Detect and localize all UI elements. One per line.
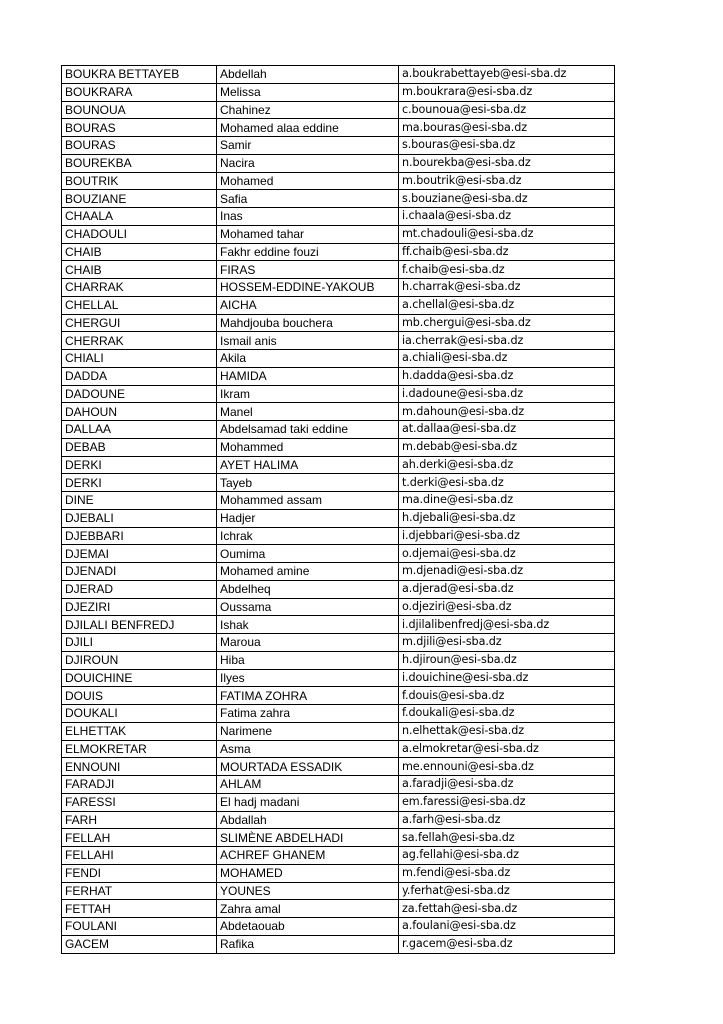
first-name-cell: Mohammed <box>217 438 399 456</box>
email-cell: h.djebali@esi-sba.dz <box>399 509 615 527</box>
table-row <box>62 563 615 581</box>
last-name-cell: BOUNOUA <box>62 101 217 119</box>
last-name-cell: BOURAS <box>62 119 217 137</box>
email-cell: h.djiroun@esi-sba.dz <box>399 651 615 669</box>
table-row <box>62 119 615 137</box>
email-cell: i.djilalibenfredj@esi-sba.dz <box>399 616 615 634</box>
table-row <box>62 296 615 314</box>
table-row <box>62 456 615 474</box>
last-name-cell: CHERRAK <box>62 332 217 350</box>
table-row <box>62 350 615 368</box>
first-name-cell: Abdelsamad taki eddine <box>217 421 399 439</box>
last-name-cell: BOUZIANE <box>62 190 217 208</box>
table-row <box>62 66 615 84</box>
table-row <box>62 616 615 634</box>
last-name-cell: FARADJI <box>62 776 217 794</box>
last-name-cell: BOUKRA BETTAYEB <box>62 66 217 84</box>
first-name-cell: HOSSEM-EDDINE-YAKOUB <box>217 279 399 297</box>
last-name-cell: DJEBALI <box>62 509 217 527</box>
table-row <box>62 882 615 900</box>
table-row <box>62 651 615 669</box>
last-name-cell: DADOUNE <box>62 385 217 403</box>
table-row <box>62 438 615 456</box>
email-cell: s.bouziane@esi-sba.dz <box>399 190 615 208</box>
last-name-cell: DOUKALI <box>62 705 217 723</box>
last-name-cell: DJEZIRI <box>62 598 217 616</box>
email-cell: ia.cherrak@esi-sba.dz <box>399 332 615 350</box>
email-cell: a.farh@esi-sba.dz <box>399 811 615 829</box>
table-row <box>62 474 615 492</box>
last-name-cell: FOULANI <box>62 918 217 936</box>
table-row <box>62 137 615 155</box>
table-row <box>62 793 615 811</box>
table-row <box>62 918 615 936</box>
first-name-cell: Nacira <box>217 154 399 172</box>
last-name-cell: BOUKRARA <box>62 83 217 101</box>
first-name-cell: Mohammed assam <box>217 492 399 510</box>
last-name-cell: CHAALA <box>62 208 217 226</box>
email-cell: m.debab@esi-sba.dz <box>399 438 615 456</box>
student-list-sheet <box>61 65 614 954</box>
email-cell: em.faressi@esi-sba.dz <box>399 793 615 811</box>
first-name-cell: Akila <box>217 350 399 368</box>
email-cell: o.djemai@esi-sba.dz <box>399 545 615 563</box>
last-name-cell: DOUIS <box>62 687 217 705</box>
last-name-cell: CHELLAL <box>62 296 217 314</box>
table-row <box>62 776 615 794</box>
last-name-cell: DJEBBARI <box>62 527 217 545</box>
first-name-cell: MOHAMED <box>217 864 399 882</box>
first-name-cell: Safia <box>217 190 399 208</box>
last-name-cell: CHERGUI <box>62 314 217 332</box>
last-name-cell: BOUREKBA <box>62 154 217 172</box>
first-name-cell: Mohamed amine <box>217 563 399 581</box>
email-cell: ma.bouras@esi-sba.dz <box>399 119 615 137</box>
table-row <box>62 208 615 226</box>
table-row <box>62 598 615 616</box>
email-cell: mt.chadouli@esi-sba.dz <box>399 225 615 243</box>
table-row <box>62 225 615 243</box>
first-name-cell: Inas <box>217 208 399 226</box>
last-name-cell: CHAIB <box>62 261 217 279</box>
table-row <box>62 190 615 208</box>
table-row <box>62 385 615 403</box>
first-name-cell: Melissa <box>217 83 399 101</box>
last-name-cell: ELMOKRETAR <box>62 740 217 758</box>
email-cell: a.chellal@esi-sba.dz <box>399 296 615 314</box>
table-row <box>62 527 615 545</box>
last-name-cell: ENNOUNI <box>62 758 217 776</box>
first-name-cell: Manel <box>217 403 399 421</box>
email-cell: i.chaala@esi-sba.dz <box>399 208 615 226</box>
last-name-cell: ELHETTAK <box>62 722 217 740</box>
first-name-cell: Fakhr eddine fouzi <box>217 243 399 261</box>
email-cell: f.douis@esi-sba.dz <box>399 687 615 705</box>
last-name-cell: DINE <box>62 492 217 510</box>
first-name-cell: FIRAS <box>217 261 399 279</box>
table-row <box>62 367 615 385</box>
table-row <box>62 935 615 953</box>
first-name-cell: AYET HALIMA <box>217 456 399 474</box>
last-name-cell: CHAIB <box>62 243 217 261</box>
first-name-cell: Abdallah <box>217 811 399 829</box>
first-name-cell: El hadj madani <box>217 793 399 811</box>
table-row <box>62 687 615 705</box>
email-cell: f.doukali@esi-sba.dz <box>399 705 615 723</box>
first-name-cell: Mohamed <box>217 172 399 190</box>
first-name-cell: Zahra amal <box>217 900 399 918</box>
first-name-cell: Abdetaouab <box>217 918 399 936</box>
table-row <box>62 634 615 652</box>
email-cell: i.douichine@esi-sba.dz <box>399 669 615 687</box>
email-cell: me.ennouni@esi-sba.dz <box>399 758 615 776</box>
table-row <box>62 314 615 332</box>
last-name-cell: FARH <box>62 811 217 829</box>
first-name-cell: Narimene <box>217 722 399 740</box>
last-name-cell: DJENADI <box>62 563 217 581</box>
first-name-cell: AHLAM <box>217 776 399 794</box>
table-row <box>62 261 615 279</box>
last-name-cell: CHIALI <box>62 350 217 368</box>
table-row <box>62 829 615 847</box>
first-name-cell: Ismail anis <box>217 332 399 350</box>
first-name-cell: Ishak <box>217 616 399 634</box>
table-row <box>62 172 615 190</box>
table-row <box>62 847 615 865</box>
last-name-cell: DALLAA <box>62 421 217 439</box>
first-name-cell: Fatima zahra <box>217 705 399 723</box>
last-name-cell: FELLAH <box>62 829 217 847</box>
table-row <box>62 101 615 119</box>
first-name-cell: Oumima <box>217 545 399 563</box>
email-cell: r.gacem@esi-sba.dz <box>399 935 615 953</box>
table-row <box>62 580 615 598</box>
email-cell: m.djili@esi-sba.dz <box>399 634 615 652</box>
email-cell: t.derki@esi-sba.dz <box>399 474 615 492</box>
table-row <box>62 279 615 297</box>
first-name-cell: Rafika <box>217 935 399 953</box>
email-cell: i.djebbari@esi-sba.dz <box>399 527 615 545</box>
email-cell: m.boukrara@esi-sba.dz <box>399 83 615 101</box>
email-cell: y.ferhat@esi-sba.dz <box>399 882 615 900</box>
email-cell: ag.fellahi@esi-sba.dz <box>399 847 615 865</box>
email-cell: f.chaib@esi-sba.dz <box>399 261 615 279</box>
last-name-cell: DADDA <box>62 367 217 385</box>
first-name-cell: FATIMA ZOHRA <box>217 687 399 705</box>
last-name-cell: DJEMAI <box>62 545 217 563</box>
email-cell: a.djerad@esi-sba.dz <box>399 580 615 598</box>
last-name-cell: FENDI <box>62 864 217 882</box>
last-name-cell: DERKI <box>62 456 217 474</box>
table-row <box>62 154 615 172</box>
first-name-cell: AICHA <box>217 296 399 314</box>
last-name-cell: CHADOULI <box>62 225 217 243</box>
last-name-cell: FARESSI <box>62 793 217 811</box>
first-name-cell: HAMIDA <box>217 367 399 385</box>
last-name-cell: BOURAS <box>62 137 217 155</box>
first-name-cell: Samir <box>217 137 399 155</box>
first-name-cell: Hiba <box>217 651 399 669</box>
email-cell: sa.fellah@esi-sba.dz <box>399 829 615 847</box>
email-cell: ma.dine@esi-sba.dz <box>399 492 615 510</box>
email-cell: za.fettah@esi-sba.dz <box>399 900 615 918</box>
email-cell: s.bouras@esi-sba.dz <box>399 137 615 155</box>
last-name-cell: FETTAH <box>62 900 217 918</box>
last-name-cell: DJIROUN <box>62 651 217 669</box>
last-name-cell: BOUTRIK <box>62 172 217 190</box>
email-cell: c.bounoua@esi-sba.dz <box>399 101 615 119</box>
first-name-cell: Ichrak <box>217 527 399 545</box>
first-name-cell: Hadjer <box>217 509 399 527</box>
table-row <box>62 722 615 740</box>
email-cell: at.dallaa@esi-sba.dz <box>399 421 615 439</box>
last-name-cell: GACEM <box>62 935 217 953</box>
first-name-cell: MOURTADA ESSADIK <box>217 758 399 776</box>
email-cell: ff.chaib@esi-sba.dz <box>399 243 615 261</box>
table-row <box>62 509 615 527</box>
table-row <box>62 421 615 439</box>
student-table <box>61 65 615 954</box>
table-row <box>62 705 615 723</box>
first-name-cell: Oussama <box>217 598 399 616</box>
email-cell: m.djenadi@esi-sba.dz <box>399 563 615 581</box>
email-cell: h.dadda@esi-sba.dz <box>399 367 615 385</box>
last-name-cell: DOUICHINE <box>62 669 217 687</box>
last-name-cell: DJILALI BENFREDJ <box>62 616 217 634</box>
table-row <box>62 243 615 261</box>
table-row <box>62 900 615 918</box>
table-row <box>62 403 615 421</box>
last-name-cell: DJERAD <box>62 580 217 598</box>
first-name-cell: ACHREF GHANEM <box>217 847 399 865</box>
table-row <box>62 864 615 882</box>
table-row <box>62 758 615 776</box>
first-name-cell: Abdelheq <box>217 580 399 598</box>
email-cell: n.elhettak@esi-sba.dz <box>399 722 615 740</box>
table-row <box>62 740 615 758</box>
email-cell: ah.derki@esi-sba.dz <box>399 456 615 474</box>
first-name-cell: SLIMÈNE ABDELHADI <box>217 829 399 847</box>
email-cell: n.bourekba@esi-sba.dz <box>399 154 615 172</box>
email-cell: m.dahoun@esi-sba.dz <box>399 403 615 421</box>
first-name-cell: Maroua <box>217 634 399 652</box>
first-name-cell: Ilyes <box>217 669 399 687</box>
first-name-cell: Tayeb <box>217 474 399 492</box>
first-name-cell: Mohamed tahar <box>217 225 399 243</box>
email-cell: a.faradji@esi-sba.dz <box>399 776 615 794</box>
first-name-cell: Asma <box>217 740 399 758</box>
student-table-body <box>62 66 615 954</box>
last-name-cell: DERKI <box>62 474 217 492</box>
email-cell: a.foulani@esi-sba.dz <box>399 918 615 936</box>
email-cell: m.fendi@esi-sba.dz <box>399 864 615 882</box>
table-row <box>62 669 615 687</box>
last-name-cell: DJILI <box>62 634 217 652</box>
email-cell: mb.chergui@esi-sba.dz <box>399 314 615 332</box>
table-row <box>62 492 615 510</box>
table-row <box>62 83 615 101</box>
last-name-cell: FELLAHI <box>62 847 217 865</box>
last-name-cell: CHARRAK <box>62 279 217 297</box>
table-row <box>62 545 615 563</box>
email-cell: h.charrak@esi-sba.dz <box>399 279 615 297</box>
last-name-cell: FERHAT <box>62 882 217 900</box>
email-cell: m.boutrik@esi-sba.dz <box>399 172 615 190</box>
email-cell: a.chiali@esi-sba.dz <box>399 350 615 368</box>
first-name-cell: Ikram <box>217 385 399 403</box>
first-name-cell: Mohamed alaa eddine <box>217 119 399 137</box>
email-cell: a.boukrabettayeb@esi-sba.dz <box>399 66 615 84</box>
last-name-cell: DAHOUN <box>62 403 217 421</box>
table-row <box>62 332 615 350</box>
email-cell: i.dadoune@esi-sba.dz <box>399 385 615 403</box>
email-cell: o.djeziri@esi-sba.dz <box>399 598 615 616</box>
last-name-cell: DEBAB <box>62 438 217 456</box>
first-name-cell: YOUNES <box>217 882 399 900</box>
first-name-cell: Abdellah <box>217 66 399 84</box>
first-name-cell: Mahdjouba bouchera <box>217 314 399 332</box>
email-cell: a.elmokretar@esi-sba.dz <box>399 740 615 758</box>
first-name-cell: Chahinez <box>217 101 399 119</box>
table-row <box>62 811 615 829</box>
